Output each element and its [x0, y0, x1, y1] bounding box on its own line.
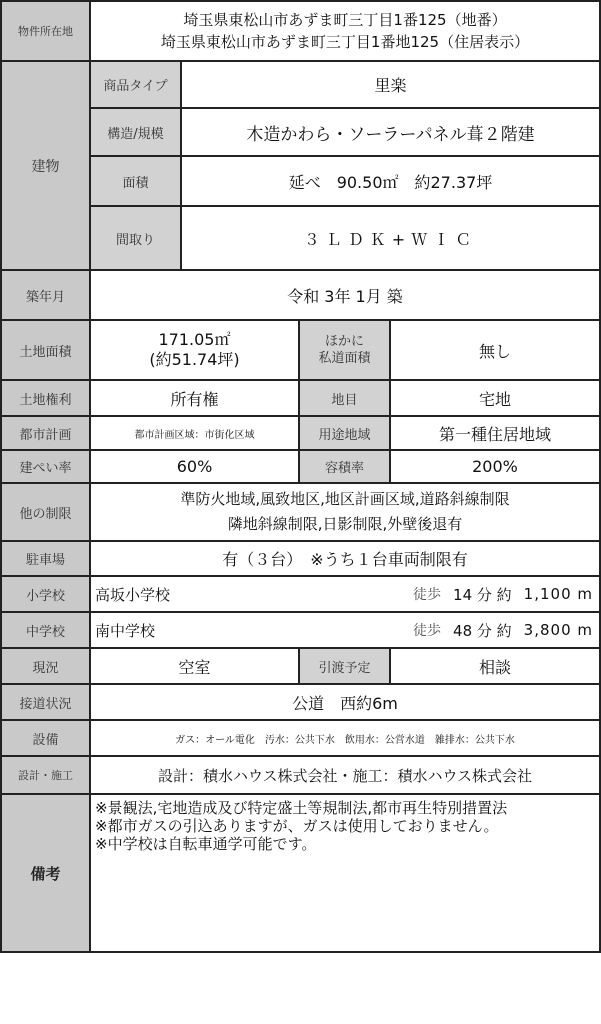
restrictions-line-2: 隣地斜線制限,日影制限,外壁後退有: [227, 515, 463, 533]
location-label: 物件所在地: [1, 1, 90, 61]
restrictions-line-1: 準防火地域,風致地区,地区計画区域,道路斜線制限: [180, 490, 510, 508]
structure-value: 木造かわら・ソーラーパネル葺２階建: [181, 108, 600, 156]
facilities-row: [1, 720, 600, 756]
built-value: 令和 3年 1月 築: [90, 270, 600, 320]
city-planning-label: 都市計画: [1, 416, 90, 450]
restrictions-row: [1, 483, 600, 541]
structure-label: 構造/規模: [90, 108, 181, 156]
building-label: 建物: [1, 61, 90, 270]
design-value: 設計：積水ハウス株式会社・施工：積水ハウス株式会社: [90, 756, 600, 794]
remarks-line-2: ※都市ガスの引込ありますが、ガスは使用しておりません。: [95, 817, 499, 835]
land-rights-label: 土地権利: [1, 380, 90, 416]
land-area-sqm: 171.05㎡: [158, 330, 231, 349]
parking-value: 有（３台） ※うち１台車両制限有: [90, 541, 600, 576]
parking-label: 駐車場: [1, 541, 90, 576]
product-type-value: 里楽: [181, 61, 600, 108]
coverage-value: 60%: [90, 450, 299, 483]
built-row: [1, 270, 600, 320]
road-row: [1, 684, 600, 720]
remarks-line-3: ※中学校は自転車通学可能です。: [95, 835, 317, 853]
elementary-walk: 徒歩: [413, 587, 442, 603]
junior-high-name: 南中学校: [95, 621, 156, 640]
land-category-value: 宅地: [390, 380, 600, 416]
elementary-row: [1, 576, 600, 612]
coverage-row: [1, 450, 600, 483]
junior-high-label: 中学校: [1, 612, 90, 648]
elementary-minutes: 14 分 約: [453, 585, 512, 604]
junior-high-walk: 徒歩: [413, 623, 442, 639]
coverage-label: 建ぺい率: [1, 450, 90, 483]
area-value: 延べ 90.50㎡ 約27.37坪: [181, 156, 600, 206]
elementary-label: 小学校: [1, 576, 90, 612]
built-label: 築年月: [1, 270, 90, 320]
building-row-layout: [1, 206, 600, 270]
restrictions-label: 他の制限: [1, 483, 90, 541]
facilities-label: 設備: [1, 720, 90, 756]
parking-row: [1, 541, 600, 576]
junior-high-minutes: 48 分 約: [453, 621, 512, 640]
road-value: 公道 西約6m: [90, 684, 600, 720]
location-lot: 埼玉県東松山市あずま町三丁目1番125（地番）: [183, 11, 507, 29]
city-planning-value: 都市計画区域：市街化区域: [90, 416, 299, 450]
floor-ratio-label: 容積率: [299, 450, 390, 483]
design-row: [1, 756, 600, 794]
layout-value: ３ＬＤＫ+ＷＩＣ: [181, 206, 600, 270]
city-planning-row: [1, 416, 600, 450]
product-type-label: 商品タイプ: [90, 61, 181, 108]
building-row-structure: [1, 108, 600, 156]
remarks-row: [1, 794, 600, 952]
junior-high-distance: 3,800 m: [523, 621, 593, 639]
layout-label: 間取り: [90, 206, 181, 270]
land-area-label: 土地面積: [1, 320, 90, 380]
handover-value: 相談: [390, 648, 600, 684]
land-category-label: 地目: [299, 380, 390, 416]
land-area-row: [1, 320, 600, 380]
land-rights-value: 所有権: [90, 380, 299, 416]
use-zone-label: 用途地域: [299, 416, 390, 450]
private-road-label-2: 私道面積: [318, 351, 371, 366]
handover-label: 引渡予定: [299, 648, 390, 684]
status-row: [1, 648, 600, 684]
junior-high-row: [1, 612, 600, 648]
private-road-label-1: ほかに: [324, 334, 364, 349]
elementary-distance: 1,100 m: [523, 585, 593, 603]
road-label: 接道状況: [1, 684, 90, 720]
building-row-type: [1, 61, 600, 108]
location-row: [1, 1, 600, 61]
remarks-label: 備考: [1, 794, 90, 952]
elementary-info: [91, 584, 599, 605]
floor-ratio-value: 200%: [390, 450, 600, 483]
land-rights-row: [1, 380, 600, 416]
area-label: 面積: [90, 156, 181, 206]
design-label: 設計・施工: [1, 756, 90, 794]
facilities-value: ガス：オール電化 汚水：公共下水 飲用水：公営水道 雑排水：公共下水: [90, 720, 600, 756]
status-value: 空室: [90, 648, 299, 684]
private-road-value: 無し: [390, 320, 600, 380]
location-address: 埼玉県東松山市あずま町三丁目1番地125（住居表示）: [160, 33, 530, 51]
use-zone-value: 第一種住居地域: [390, 416, 600, 450]
building-row-area: [1, 156, 600, 206]
land-area-tsubo: (約51.74坪): [149, 350, 240, 369]
status-label: 現況: [1, 648, 90, 684]
remarks-line-1: ※景観法,宅地造成及び特定盛土等規制法,都市再生特別措置法: [95, 799, 508, 817]
junior-high-info: [91, 620, 599, 641]
elementary-name: 高坂小学校: [95, 585, 171, 604]
